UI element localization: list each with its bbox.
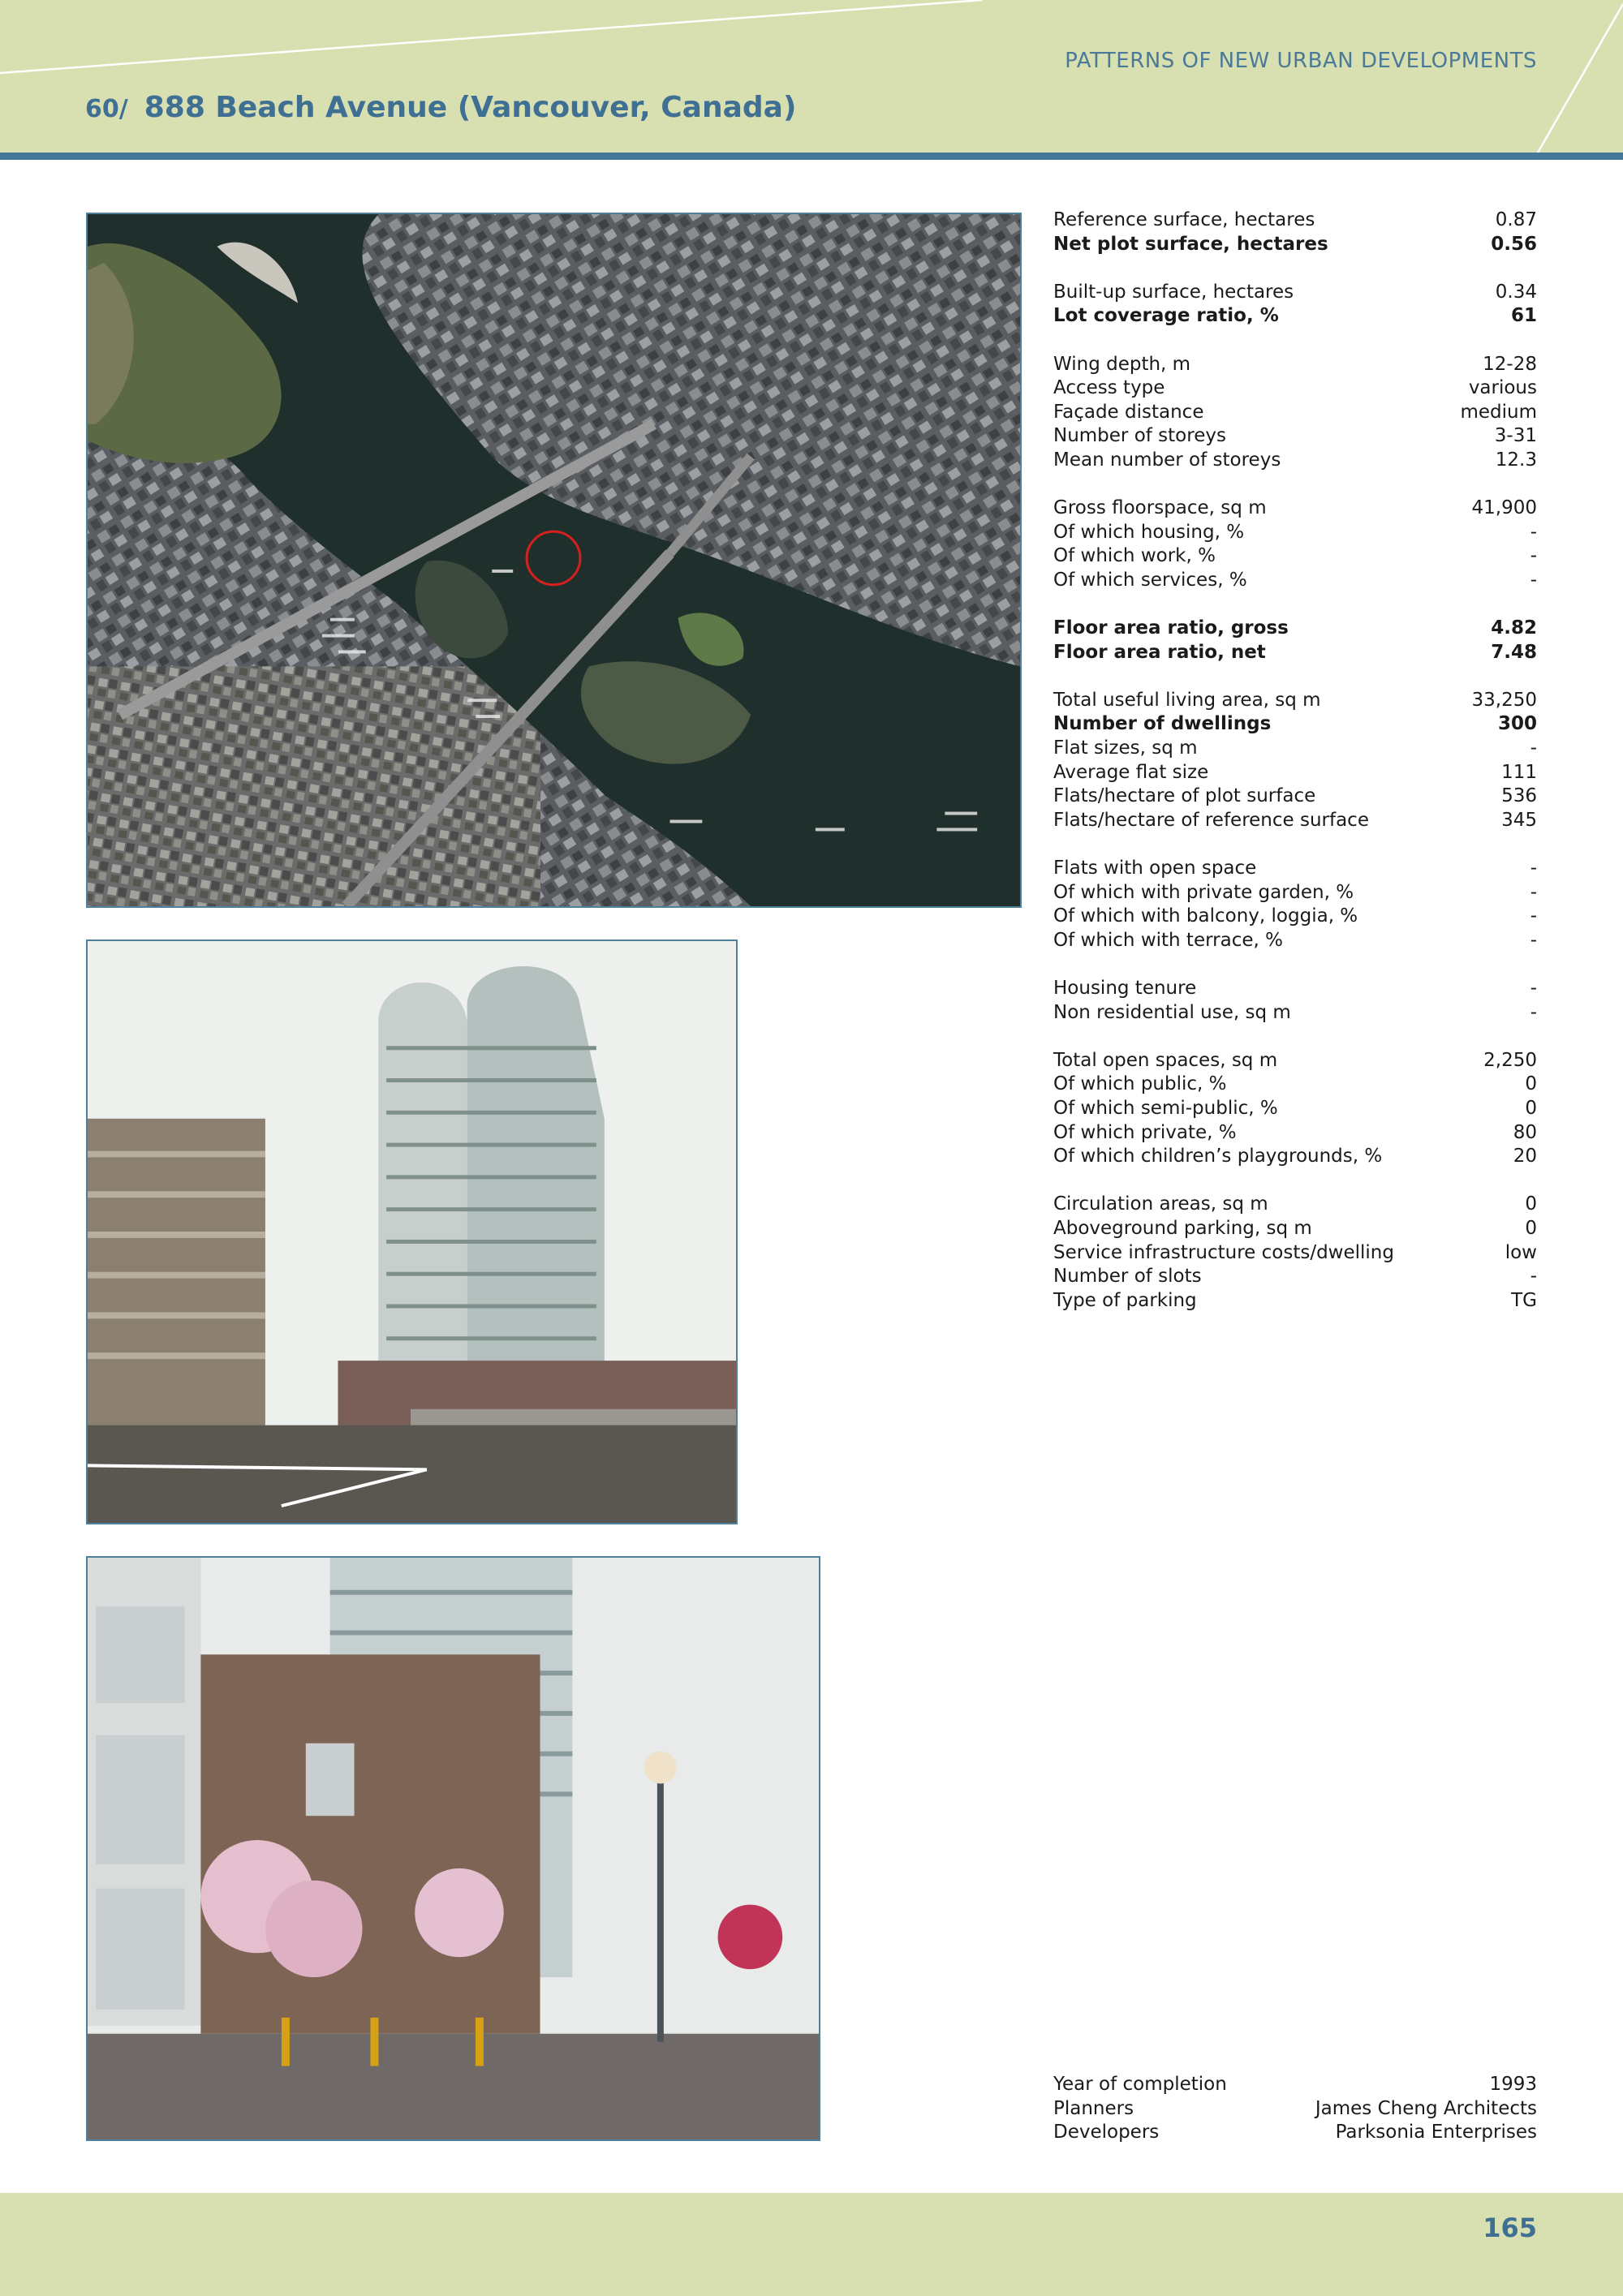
stat-value: - bbox=[1530, 881, 1537, 903]
stat-label: Total useful living area, sq m bbox=[1053, 689, 1321, 711]
stat-value: 0.56 bbox=[1491, 233, 1537, 255]
stat-row bbox=[1053, 1145, 1537, 1169]
stat-label: Number of storeys bbox=[1053, 425, 1226, 447]
stat-row bbox=[1053, 521, 1537, 545]
street-photo bbox=[86, 1556, 820, 2141]
stat-value: 111 bbox=[1501, 761, 1537, 783]
street-photo-graphic bbox=[88, 1558, 819, 2139]
stat-row bbox=[1053, 1217, 1537, 1241]
stat-row bbox=[1053, 905, 1537, 929]
stat-row bbox=[1053, 929, 1537, 953]
stat-row bbox=[1053, 1001, 1537, 1025]
stat-row bbox=[1053, 1265, 1537, 1289]
stat-row bbox=[1053, 712, 1537, 737]
stat-row bbox=[1053, 1241, 1537, 1266]
footer-band bbox=[0, 2193, 1623, 2296]
stat-label: Housing tenure bbox=[1053, 978, 1197, 999]
stat-value: 0.34 bbox=[1495, 281, 1537, 303]
stat-value: - bbox=[1530, 737, 1537, 759]
stat-value: 0 bbox=[1525, 1073, 1537, 1095]
stat-row bbox=[1053, 233, 1537, 257]
running-title: PATTERNS OF NEW URBAN DEVELOPMENTS bbox=[1065, 49, 1537, 73]
stat-label: Built-up surface, hectares bbox=[1053, 281, 1294, 303]
stat-value: 7.48 bbox=[1491, 641, 1537, 663]
stat-value: 345 bbox=[1501, 809, 1537, 831]
stat-value: 4.82 bbox=[1491, 617, 1537, 639]
stat-value: 80 bbox=[1513, 1121, 1537, 1143]
stat-row bbox=[1053, 1121, 1537, 1146]
stat-row bbox=[1053, 809, 1537, 833]
stat-row bbox=[1053, 424, 1537, 449]
stat-label: Non residential use, sq m bbox=[1053, 1001, 1291, 1023]
stat-value: 61 bbox=[1510, 305, 1537, 327]
stat-label: Of which housing, % bbox=[1053, 521, 1245, 543]
header-decorative-lines bbox=[0, 0, 1623, 154]
tower-photo-graphic bbox=[88, 941, 736, 1523]
stat-label: Total open spaces, sq m bbox=[1053, 1049, 1278, 1071]
stat-label: Floor area ratio, gross bbox=[1053, 617, 1289, 639]
stats-group-surface bbox=[1053, 209, 1537, 256]
stat-label: Of which with terrace, % bbox=[1053, 929, 1283, 951]
credit-value: 1993 bbox=[1489, 2074, 1537, 2095]
stat-value: - bbox=[1530, 858, 1537, 879]
stat-value: 41,900 bbox=[1471, 497, 1537, 519]
stat-label: Lot coverage ratio, % bbox=[1053, 305, 1279, 327]
credit-label: Year of completion bbox=[1053, 2074, 1227, 2095]
credit-value: Parksonia Enterprises bbox=[1335, 2122, 1537, 2143]
stat-row bbox=[1053, 881, 1537, 905]
stat-label: Number of dwellings bbox=[1053, 713, 1272, 735]
stat-value: 0 bbox=[1525, 1193, 1537, 1215]
stat-row bbox=[1053, 1097, 1537, 1121]
stat-label: Aboveground parking, sq m bbox=[1053, 1217, 1312, 1239]
stat-row bbox=[1053, 737, 1537, 761]
credit-row bbox=[1053, 2121, 1537, 2145]
stat-value: - bbox=[1530, 1266, 1537, 1288]
stats-group-coverage bbox=[1053, 281, 1537, 329]
stat-value: TG bbox=[1511, 1289, 1537, 1311]
stat-row bbox=[1053, 544, 1537, 569]
stat-row bbox=[1053, 1289, 1537, 1314]
credit-row bbox=[1053, 2097, 1537, 2122]
stat-row bbox=[1053, 857, 1537, 881]
page-number: 165 bbox=[1483, 2212, 1537, 2243]
stat-label: Of which children’s playgrounds, % bbox=[1053, 1146, 1383, 1167]
stat-label: Of which with balcony, loggia, % bbox=[1053, 905, 1358, 927]
stat-value: - bbox=[1530, 1001, 1537, 1023]
stat-value: 3-31 bbox=[1494, 425, 1537, 447]
stat-label: Flats/hectare of reference surface bbox=[1053, 809, 1369, 831]
stat-label: Access type bbox=[1053, 377, 1165, 399]
stat-label: Façade distance bbox=[1053, 401, 1204, 423]
page-title: 888 Beach Avenue (Vancouver, Canada) bbox=[144, 91, 797, 124]
stat-value: medium bbox=[1460, 401, 1537, 423]
stat-label: Number of slots bbox=[1053, 1266, 1202, 1288]
stat-row bbox=[1053, 641, 1537, 665]
stats-group-open-space-flats bbox=[1053, 857, 1537, 952]
stat-row bbox=[1053, 401, 1537, 425]
stat-row bbox=[1053, 353, 1537, 377]
stats-group-building-form bbox=[1053, 353, 1537, 473]
stat-label: Of which with private garden, % bbox=[1053, 881, 1354, 903]
stat-row bbox=[1053, 785, 1537, 809]
tower-photo bbox=[86, 939, 738, 1524]
stat-row bbox=[1053, 761, 1537, 785]
stat-value: - bbox=[1530, 521, 1537, 543]
stat-row bbox=[1053, 281, 1537, 305]
stat-row bbox=[1053, 449, 1537, 473]
stat-value: - bbox=[1530, 978, 1537, 999]
stat-label: Mean number of storeys bbox=[1053, 449, 1281, 471]
stat-row bbox=[1053, 689, 1537, 713]
stat-value: 536 bbox=[1501, 785, 1537, 807]
stat-value: 300 bbox=[1497, 713, 1537, 735]
stat-label: Flats/hectare of plot surface bbox=[1053, 785, 1316, 807]
credit-label: Developers bbox=[1053, 2122, 1160, 2143]
stat-value: 0.87 bbox=[1495, 209, 1537, 230]
stats-group-circulation-parking bbox=[1053, 1193, 1537, 1313]
stat-row bbox=[1053, 1073, 1537, 1097]
stat-label: Flat sizes, sq m bbox=[1053, 737, 1198, 759]
stat-label: Of which work, % bbox=[1053, 545, 1216, 567]
stat-value: 0 bbox=[1525, 1217, 1537, 1239]
stat-value: 33,250 bbox=[1471, 689, 1537, 711]
stat-value: 20 bbox=[1513, 1146, 1537, 1167]
stat-row bbox=[1053, 617, 1537, 641]
stat-row bbox=[1053, 1193, 1537, 1217]
stat-label: Type of parking bbox=[1053, 1289, 1197, 1311]
stats-group-dwellings bbox=[1053, 689, 1537, 833]
stat-value: - bbox=[1530, 545, 1537, 567]
stat-value: low bbox=[1505, 1241, 1537, 1263]
stat-label: Floor area ratio, net bbox=[1053, 641, 1266, 663]
stat-label: Circulation areas, sq m bbox=[1053, 1193, 1268, 1215]
credit-value: James Cheng Architects bbox=[1315, 2097, 1537, 2119]
stat-value: - bbox=[1530, 905, 1537, 927]
stat-value: - bbox=[1530, 929, 1537, 951]
stat-label: Gross floorspace, sq m bbox=[1053, 497, 1267, 519]
stat-label: Flats with open space bbox=[1053, 858, 1257, 879]
stat-row bbox=[1053, 497, 1537, 521]
aerial-photo-graphic bbox=[88, 214, 1020, 906]
stat-value: 0 bbox=[1525, 1097, 1537, 1119]
header-rule bbox=[0, 153, 1623, 160]
aerial-photo bbox=[86, 213, 1022, 908]
stat-value: - bbox=[1530, 569, 1537, 591]
stat-label: Of which semi-public, % bbox=[1053, 1097, 1278, 1119]
stats-group-tenure bbox=[1053, 977, 1537, 1025]
stats-group-floorspace bbox=[1053, 497, 1537, 592]
statistics-table bbox=[1053, 209, 1537, 1337]
stat-label: Net plot surface, hectares bbox=[1053, 233, 1328, 255]
stat-label: Of which public, % bbox=[1053, 1073, 1227, 1095]
page-heading bbox=[85, 91, 796, 124]
stat-value: 12.3 bbox=[1495, 449, 1537, 471]
stat-label: Service infrastructure costs/dwelling bbox=[1053, 1241, 1394, 1263]
entry-slash: / bbox=[118, 95, 128, 123]
stat-label: Of which services, % bbox=[1053, 569, 1247, 591]
stat-row bbox=[1053, 977, 1537, 1001]
credit-label: Planners bbox=[1053, 2097, 1134, 2119]
stat-label: Wing depth, m bbox=[1053, 353, 1191, 375]
entry-number: 60 bbox=[85, 95, 119, 123]
stat-row bbox=[1053, 569, 1537, 593]
stat-row bbox=[1053, 209, 1537, 233]
stats-group-open-spaces bbox=[1053, 1049, 1537, 1169]
stat-row bbox=[1053, 376, 1537, 401]
stat-value: 2,250 bbox=[1483, 1049, 1537, 1071]
stat-row bbox=[1053, 1049, 1537, 1073]
stat-value: 12-28 bbox=[1483, 353, 1537, 375]
stat-label: Average flat size bbox=[1053, 761, 1209, 783]
stat-label: Of which private, % bbox=[1053, 1121, 1237, 1143]
stats-group-floor-area-ratio bbox=[1053, 617, 1537, 664]
stat-label: Reference surface, hectares bbox=[1053, 209, 1315, 230]
stat-row bbox=[1053, 304, 1537, 329]
stat-value: various bbox=[1468, 377, 1537, 399]
project-credits bbox=[1053, 2073, 1537, 2145]
credit-row bbox=[1053, 2073, 1537, 2097]
